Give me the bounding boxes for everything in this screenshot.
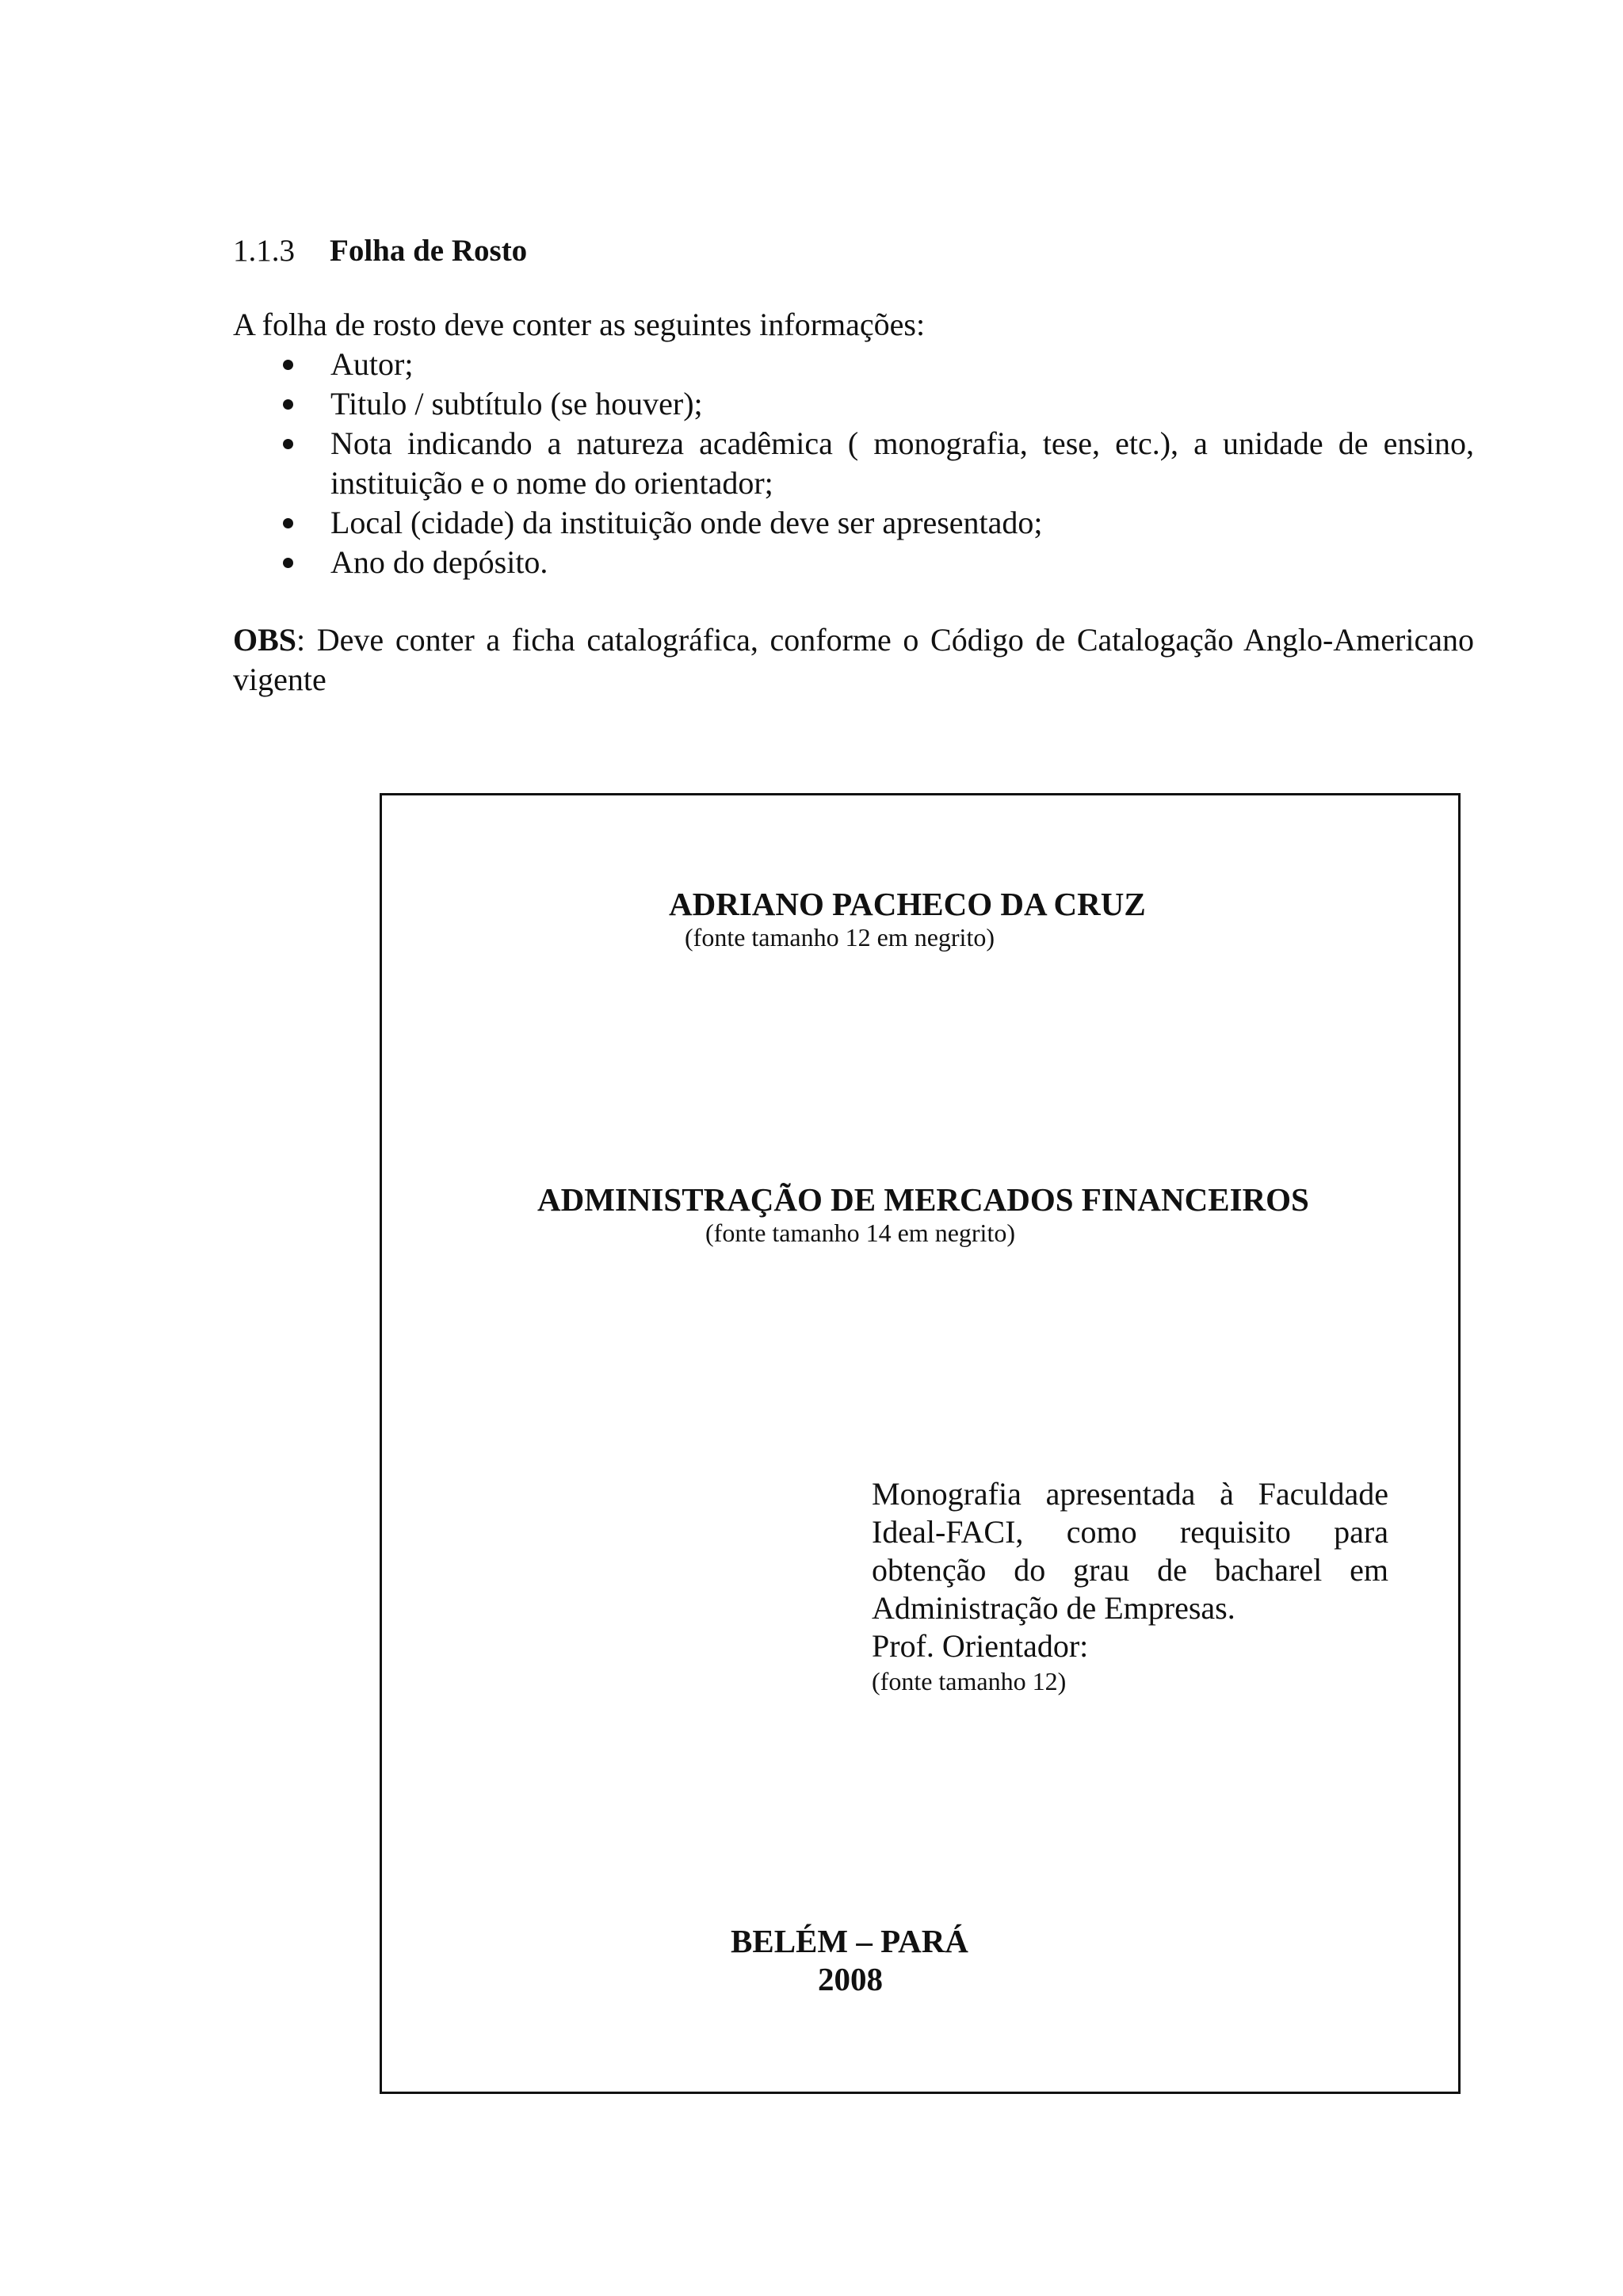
list-item-text: Autor; xyxy=(330,346,414,382)
obs-paragraph xyxy=(233,620,1474,700)
list-item xyxy=(233,424,1474,503)
list-item-text: Local (cidade) da instituição onde deve ser apresentado; xyxy=(330,505,1043,540)
author-font-note: (fonte tamanho 12 em negrito) xyxy=(685,923,995,952)
list-item-text: Ano do depósito. xyxy=(330,544,548,580)
bullet-icon xyxy=(283,439,293,449)
list-item-text: Titulo / subtítulo (se houver); xyxy=(330,386,703,421)
list-item xyxy=(233,345,1474,384)
monograph-note xyxy=(872,1475,1388,1697)
intro-paragraph: A folha de rosto deve conter as seguintes informações: xyxy=(233,307,926,342)
list-item xyxy=(233,503,1474,543)
location: BELÉM – PARÁ xyxy=(731,1923,968,1959)
advisor-label: Prof. Orientador: xyxy=(872,1628,1089,1664)
list-item xyxy=(233,543,1474,582)
section-heading xyxy=(233,230,527,273)
section-number: 1.1.3 xyxy=(233,234,295,268)
list-item xyxy=(233,384,1474,424)
monograph-font-note: (fonte tamanho 12) xyxy=(872,1667,1067,1695)
title-page-example-frame xyxy=(380,793,1461,2094)
section-title: Folha de Rosto xyxy=(330,234,528,268)
bullet-icon xyxy=(283,360,293,370)
list-item-text: Nota indicando a natureza acadêmica ( monografia, tese, etc.), a unidade de ensino, instituição e o nome do orientador; xyxy=(330,425,1474,501)
author-name: ADRIANO PACHECO DA CRUZ xyxy=(669,886,1146,922)
bullet-icon xyxy=(283,558,293,568)
obs-text: : Deve conter a ficha catalográfica, conforme o Código de Catalogação Anglo-Americano vigente xyxy=(233,622,1474,697)
requirements-list xyxy=(233,345,1474,582)
monograph-text: Monografia apresentada à Faculdade Ideal-FACI, como requisito para obtenção do grau de bacharel em Administração de Empresas. xyxy=(872,1476,1388,1626)
title-font-note: (fonte tamanho 14 em negrito) xyxy=(705,1219,1015,1247)
year: 2008 xyxy=(818,1961,883,1997)
work-title: ADMINISTRAÇÃO DE MERCADOS FINANCEIROS xyxy=(537,1181,1309,1218)
bullet-icon xyxy=(283,518,293,528)
obs-label: OBS xyxy=(233,622,297,658)
bullet-icon xyxy=(283,399,293,410)
